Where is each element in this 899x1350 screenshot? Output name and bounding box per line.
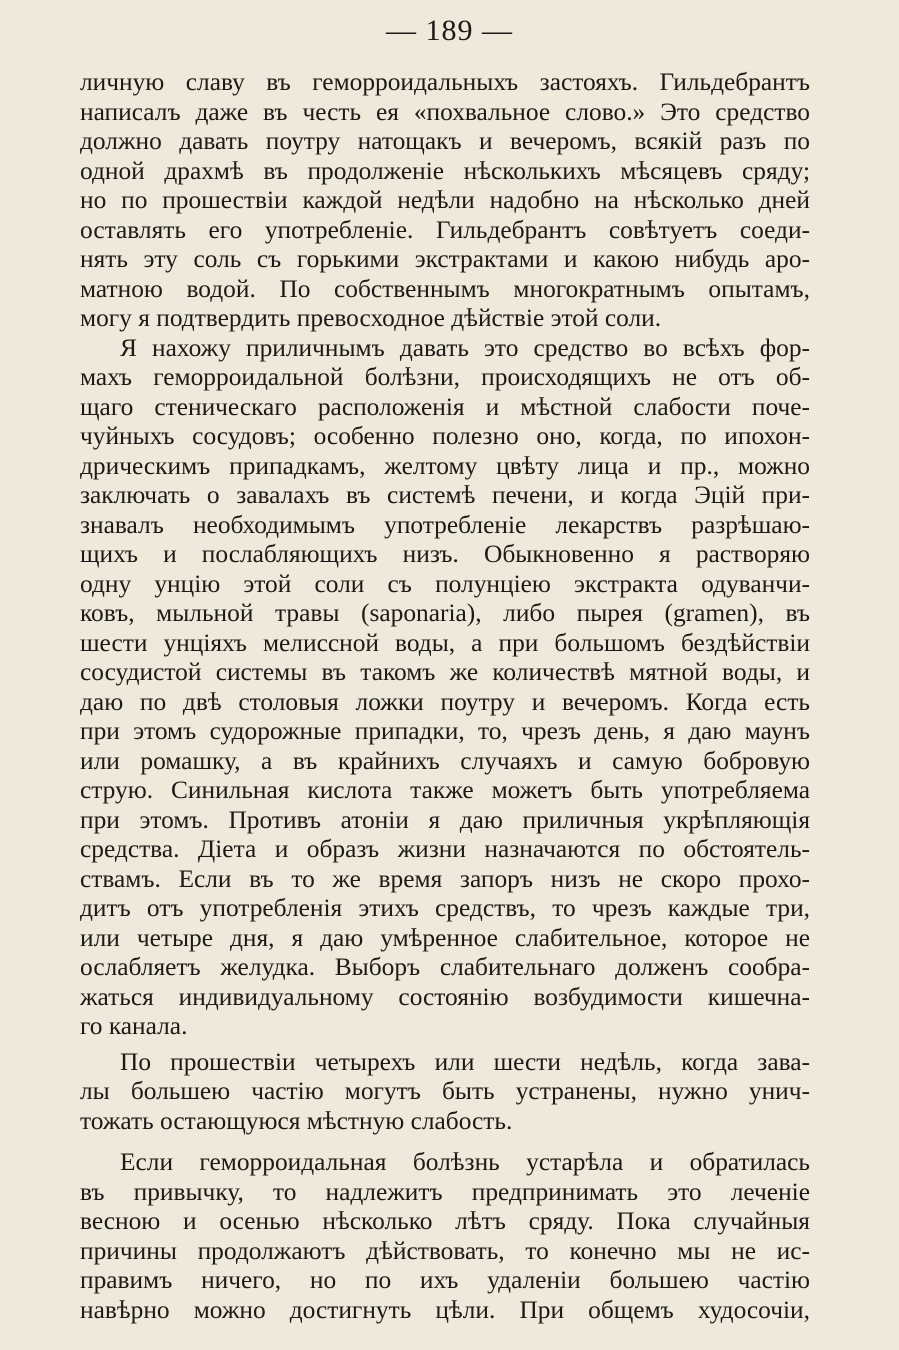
text-line: щихъ и послабляющихъ низъ. Обыкновенно я растворяю [80,540,810,568]
text-line: ковъ, мыльной травы (saponaria), либо пырея (gramen), въ [80,599,810,627]
text-line: сосудистой системы въ такомъ же количествѣ мятной воды, и [80,658,810,686]
text-line: махъ геморроидальной болѣзни, происходящихъ не отъ об- [80,363,810,391]
text-line: тожать остающуюся мѣстную слабость. [80,1106,513,1135]
text-line: ствамъ. Если въ то же время запоръ низъ не скоро прохо- [80,864,810,893]
text-line: заключать о завалахъ въ системѣ печени, и когда Эцій при- [80,481,810,509]
text-line: навѣрно можно достигнуть цѣли. При общемъ худосочіи, [80,1295,810,1324]
paragraph-1 [80,68,810,334]
text-line: оставлять его употребленіе. Гильдебрантъ совѣтуетъ соеди- [80,215,810,244]
text-line: чуйныхъ сосудовъ; особенно полезно оно, когда, по ипохон- [80,422,810,450]
text-line: при этомъ судорожные припадки, то, чрезъ день, я даю маунъ [80,717,810,745]
text-line: въ привычку, то надлежитъ предпринимать это леченіе [80,1177,810,1206]
text-line: щаго стеническаго расположенія и мѣстной слабости поче- [80,392,810,421]
text-line: жаться индивидуальному состоянію возбудимости кишечна- [80,982,810,1011]
text-line: при этомъ. Противъ атоніи я даю приличныя укрѣпляющія [80,805,810,834]
text-line: Если геморроидальная болѣзнь устарѣла и обратилась [120,1148,810,1176]
text-line: одну унцію этой соли съ полунціею экстракта одуванчи- [80,569,810,598]
text-line: средства. Діета и образъ жизни назначаются по обстоятель- [80,835,810,863]
text-line: но по прошествіи каждой недѣли надобно на нѣсколько дней [80,186,810,214]
text-line: нять эту соль съ горькими экстрактами и какою нибудь аро- [80,245,810,273]
text-line: Я нахожу приличнымъ давать это средство во всѣхъ фор- [120,333,810,362]
text-line: даю по двѣ столовыя ложки поутру и вечеромъ. Когда есть [80,687,810,716]
text-line: причины продолжаютъ дѣйствовать, то конечно мы не ис- [80,1236,810,1265]
text-line: написалъ даже въ честь ея «похвальное слово.» Это средство [80,97,810,126]
text-line: ослабляетъ желудка. Выборъ слабительнаго долженъ сообра- [80,953,810,981]
text-line: шести унціяхъ мелиссной воды, а при большомъ бездѣйствіи [80,628,810,657]
text-line: струю. Синильная кислота также можетъ быть употребляема [80,776,810,804]
text-line: По прошествіи четырехъ или шести недѣль, когда зава- [120,1047,810,1076]
text-line: должно давать поутру натощакъ и вечеромъ, всякій разъ по [80,127,810,155]
text-line: дрическимъ припадкамъ, желтому цвѣту лица и пр., можно [80,451,810,480]
page-number: — 189 — [386,14,513,47]
text-line: дитъ отъ употребленія этихъ средствъ, то чрезъ каждые три, [80,894,810,922]
text-line: весною и осенью нѣсколько лѣтъ сряду. Пока случайныя [80,1207,810,1235]
text-line: могу я подтвердить превосходное дѣйствіе этой соли. [80,304,662,332]
paragraph-4 [80,1148,810,1325]
text-line: одной драхмѣ въ продолженіе нѣсколькихъ мѣсяцевъ сряду; [80,156,810,185]
text-line: го канала. [80,1012,188,1040]
paragraph-2 [80,334,810,1042]
body-text [80,68,810,1325]
text-line: знавалъ необходимымъ употребленіе лекарствъ разрѣшаю- [80,510,810,539]
text-line: или четыре дня, я даю умѣренное слабительное, которое не [80,923,810,952]
text-line: лы большею частію могутъ быть устранены, нужно унич- [80,1077,810,1105]
text-line: правимъ ничего, но по ихъ удаленіи большею частію [80,1266,810,1294]
paragraph-3 [80,1048,810,1137]
text-line: личную славу въ геморроидальныхъ застояхъ. Гильдебрантъ [80,68,810,96]
text-line: матною водой. По собственнымъ многократнымъ опытамъ, [80,274,810,303]
text-line: или ромашку, а въ крайнихъ случаяхъ и самую бобровую [80,746,810,775]
